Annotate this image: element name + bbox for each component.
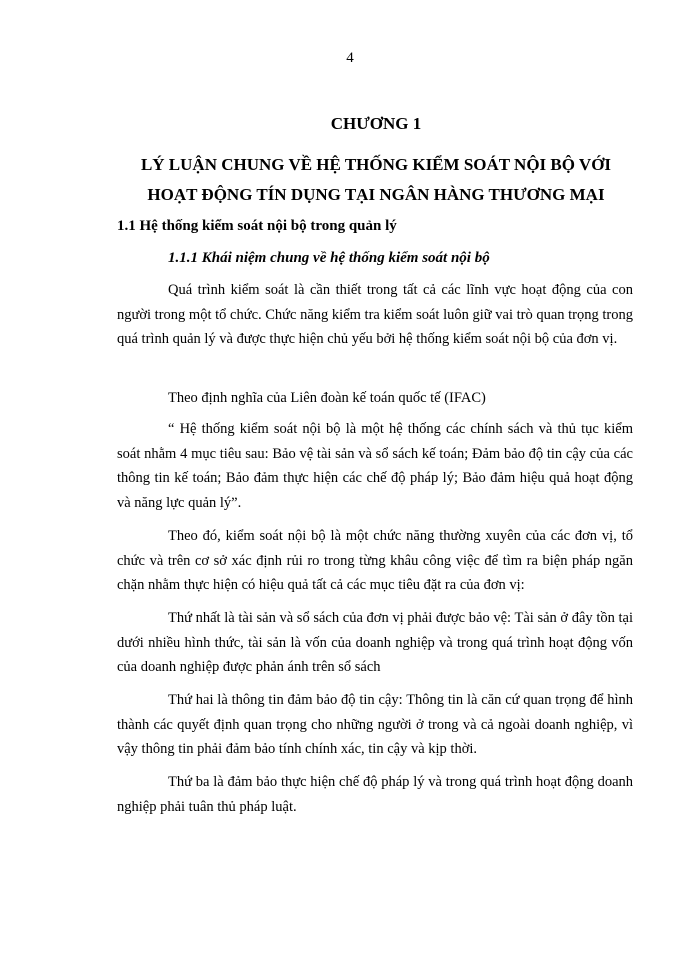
paragraph-internal-control-function: Theo đó, kiểm soát nội bộ là một chức năng thường xuyên của các đơn vị, tổ chức và trên cơ sở xác định rủi ro trong từng khâu công việc để tìm ra biện pháp ngăn chặn nhằm thực hiện có hiệu quả tất cả các mục tiêu đặt ra của đơn vị: bbox=[117, 528, 633, 593]
paragraph-ifac-definition-intro: Theo định nghĩa của Liên đoàn kế toán quốc tế (IFAC) bbox=[168, 390, 486, 406]
chapter-title bbox=[0, 150, 700, 210]
chapter-label: CHƯƠNG 1 bbox=[330, 114, 422, 133]
section-heading: 1.1 Hệ thống kiểm soát nội bộ trong quản lý bbox=[117, 218, 397, 234]
paragraph-objective-3: Thứ ba là đảm bảo thực hiện chế độ pháp lý và trong quá trình hoạt động doanh nghiệp phải tuân thủ pháp luật. bbox=[117, 774, 633, 815]
paragraph-objective-2: Thứ hai là thông tin đảm bảo độ tin cậy: Thông tin là căn cứ quan trọng để hình thành các quyết định quan trọng cho những người ở trong và cả ngoài doanh nghiệp, vì vậy thông tin phải đảm bảo tính chính xác, tin cậy và kịp thời. bbox=[117, 692, 633, 757]
paragraph-control-process: Quá trình kiểm soát là cần thiết trong tất cả các lĩnh vực hoạt động của con người trong một tổ chức. Chức năng kiểm tra kiểm soát luôn giữ vai trò quan trọng trong quá trình quản lý và được thực hiện chủ yếu bởi hệ thống kiểm soát nội bộ của đơn vị. bbox=[117, 282, 633, 347]
paragraph-ifac-quote: “ Hệ thống kiểm soát nội bộ là một hệ thống các chính sách và thủ tục kiểm soát nhằm 4 mục tiêu sau: Bảo vệ tài sản và sổ sách kế toán; Đảm bảo độ tin cậy của các thông tin kế toán; Bảo đảm thực hiện các chế độ pháp lý; Bảo đảm hiệu quả hoạt động và năng lực quản lý”. bbox=[117, 421, 633, 511]
page-number: 4 bbox=[346, 50, 354, 66]
chapter-title-line-1: LÝ LUẬN CHUNG VỀ HỆ THỐNG KIỂM SOÁT NỘI BỘ VỚI bbox=[140, 155, 612, 174]
paragraph-objective-1: Thứ nhất là tài sản và sổ sách của đơn vị phải được bảo vệ: Tài sản ở đây tồn tại dưới nhiều hình thức, tài sản là vốn của doanh nghiệp và trong quá trình hoạt động vốn của doanh nghiệp được phản ánh trên sổ sách bbox=[117, 610, 633, 675]
subsection-heading: 1.1.1 Khái niệm chung về hệ thống kiểm soát nội bộ bbox=[168, 250, 490, 266]
chapter-title-line-2: HOẠT ĐỘNG TÍN DỤNG TẠI NGÂN HÀNG THƯƠNG MẠI bbox=[147, 185, 605, 204]
